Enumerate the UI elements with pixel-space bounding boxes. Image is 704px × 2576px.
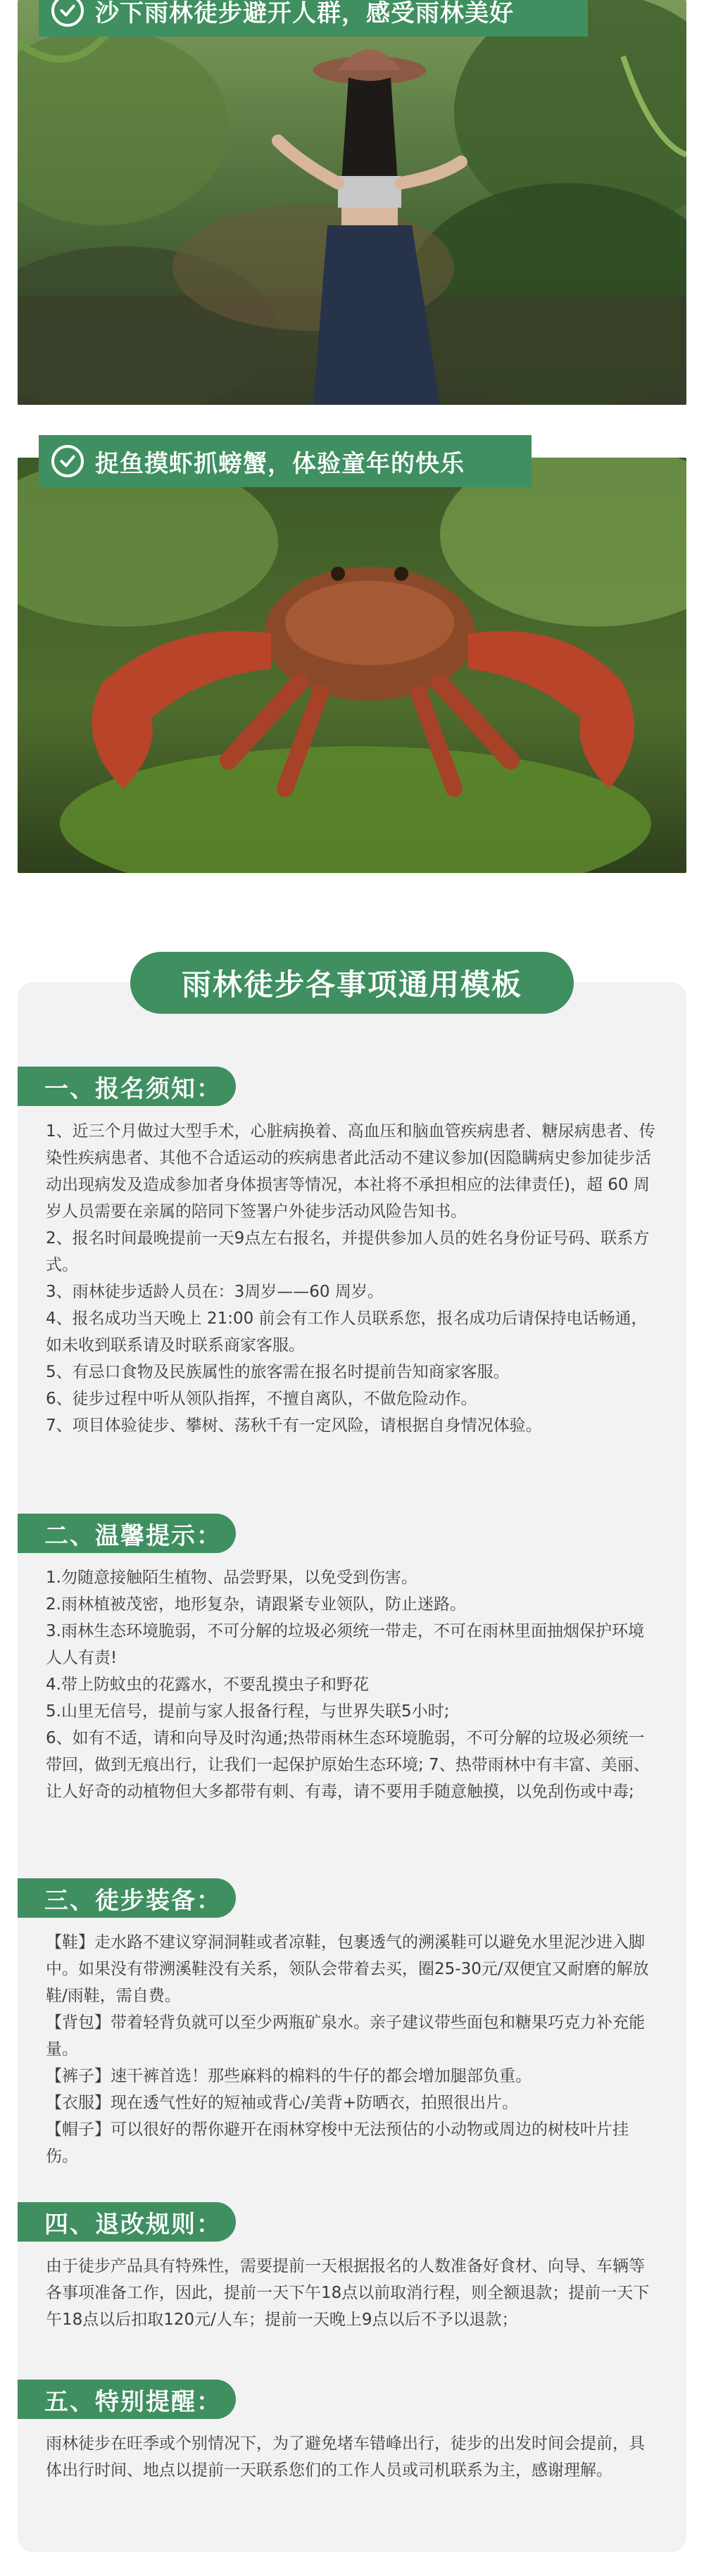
list-item: 【帽子】可以很好的帮你避开在雨林穿梭中无法预估的小动物或周边的树枝叶片挂伤。	[46, 2121, 629, 2166]
list-item: 2.雨林植被茂密，地形复杂，请跟紧专业领队，防止迷路。	[46, 1595, 466, 1614]
section-heading-gear: 三、徒步装备：	[18, 1878, 236, 1918]
list-item: 4.带上防蚊虫的花露水，不要乱摸虫子和野花	[46, 1676, 369, 1694]
check-circle-icon	[51, 445, 84, 477]
section-body-reminder	[46, 2430, 658, 2484]
list-item: 6、徒步过程中听从领队指挥，不擅自离队，不做危险动作。	[46, 1390, 477, 1408]
list-item: 6、如有不适，请和向导及时沟通;热带雨林生态环境脆弱，不可分解的垃圾必须统一带回，做到无痕出行，让我们一起保护原始生态环境; 7、热带雨林中有丰富、美丽、让人好奇的动植物但大多都带有刺、有毒，请不要用手随意触摸，以免刮伤或中毒;	[46, 1729, 650, 1801]
crab-photo	[18, 458, 686, 873]
caption-text: 沙下雨林徒步避开人群，感受雨林美好	[95, 0, 514, 27]
list-item: 5.山里无信号，提前与家人报备行程，与世界失联5小时;	[46, 1702, 450, 1721]
list-item: 【背包】带着轻背负就可以至少两瓶矿泉水。亲子建议带些面包和糖果巧克力补充能量。	[46, 2013, 645, 2059]
list-item: 【裤子】速干裤首选！那些麻料的棉料的牛仔的都会增加腿部负重。	[46, 2067, 532, 2085]
caption-text: 捉鱼摸虾抓螃蟹，体验童年的快乐	[95, 449, 465, 478]
caption-ribbon-crab	[39, 435, 532, 487]
hiker-photo	[18, 0, 686, 405]
section-heading-reminder: 五、特别提醒：	[18, 2380, 236, 2419]
list-item: 2、报名时间最晚提前一天9点左右报名，并提供参加人员的姓名身份证号码、联系方式。	[46, 1229, 650, 1274]
panel-title: 雨林徒步各事项通用模板	[130, 952, 574, 1014]
list-item: 3、雨林徒步适龄人员在：3周岁——60 周岁。	[46, 1283, 384, 1301]
list-item: 1.勿随意接触陌生植物、品尝野果，以免受到伤害。	[46, 1569, 417, 1587]
section-heading-registration: 一、报名须知：	[18, 1067, 236, 1106]
list-item: 【衣服】现在透气性好的短袖或背心/美背+防晒衣，拍照很出片。	[46, 2094, 519, 2112]
list-item: 5、有忌口食物及民族属性的旅客需在报名时提前告知商家客服。	[46, 1363, 510, 1381]
list-item: 4、报名成功当天晚上 21:00 前会有工作人员联系您，报名成功后请保持电话畅通，如未收到联系请及时联系商家客服。	[46, 1309, 648, 1355]
section-body-registration	[46, 1118, 658, 1439]
list-item: 雨林徒步在旺季或个别情况下，为了避免堵车错峰出行，徒步的出发时间会提前，具体出行时间、地点以提前一天联系您们的工作人员或司机联系为主，感谢理解。	[46, 2434, 645, 2480]
check-circle-icon	[51, 0, 84, 27]
section-body-refund	[46, 2253, 658, 2333]
section-body-tips	[46, 1564, 658, 1805]
list-item: 7、项目体验徒步、攀树、荡秋千有一定风险，请根据自身情况体验。	[46, 1416, 542, 1435]
section-heading-tips: 二、温馨提示：	[18, 1514, 236, 1553]
section-body-gear	[46, 1929, 658, 2170]
list-item: 由于徒步产品具有特殊性，需要提前一天根据报名的人数准备好食材、向导、车辆等各事项准备工作，因此，提前一天下午18点以前取消行程，则全额退款；提前一天下午18点以后扣取120元/人车；提前一天晚上9点以后不予以退款；	[46, 2257, 650, 2329]
list-item: 3.雨林生态环境脆弱，不可分解的垃圾必须统一带走，不可在雨林里面抽烟保护环境人人有责!	[46, 1622, 644, 1667]
section-heading-refund: 四、退改规则：	[18, 2202, 236, 2242]
caption-ribbon-hiking	[39, 0, 588, 37]
list-item: 【鞋】走水路不建议穿洞洞鞋或者凉鞋，包裹透气的溯溪鞋可以避免水里泥沙进入脚中。如果没有带溯溪鞋没有关系，领队会带着去买，圈25-30元/双便宜又耐磨的解放鞋/雨鞋，需自费。	[46, 1933, 649, 2005]
list-item: 1、近三个月做过大型手术，心脏病换着、高血压和脑血管疾病患者、糖尿病患者、传染性疾病患者、其他不合适运动的疾病患者此活动不建议参加(因隐瞒病史参加徒步活动出现病发及造成参加者身体损害等情况，本社将不承担相应的法律责任)，超 60 周岁人员需要在亲属的陪同下签署户外徒步活动风险告知书。	[46, 1122, 655, 1221]
